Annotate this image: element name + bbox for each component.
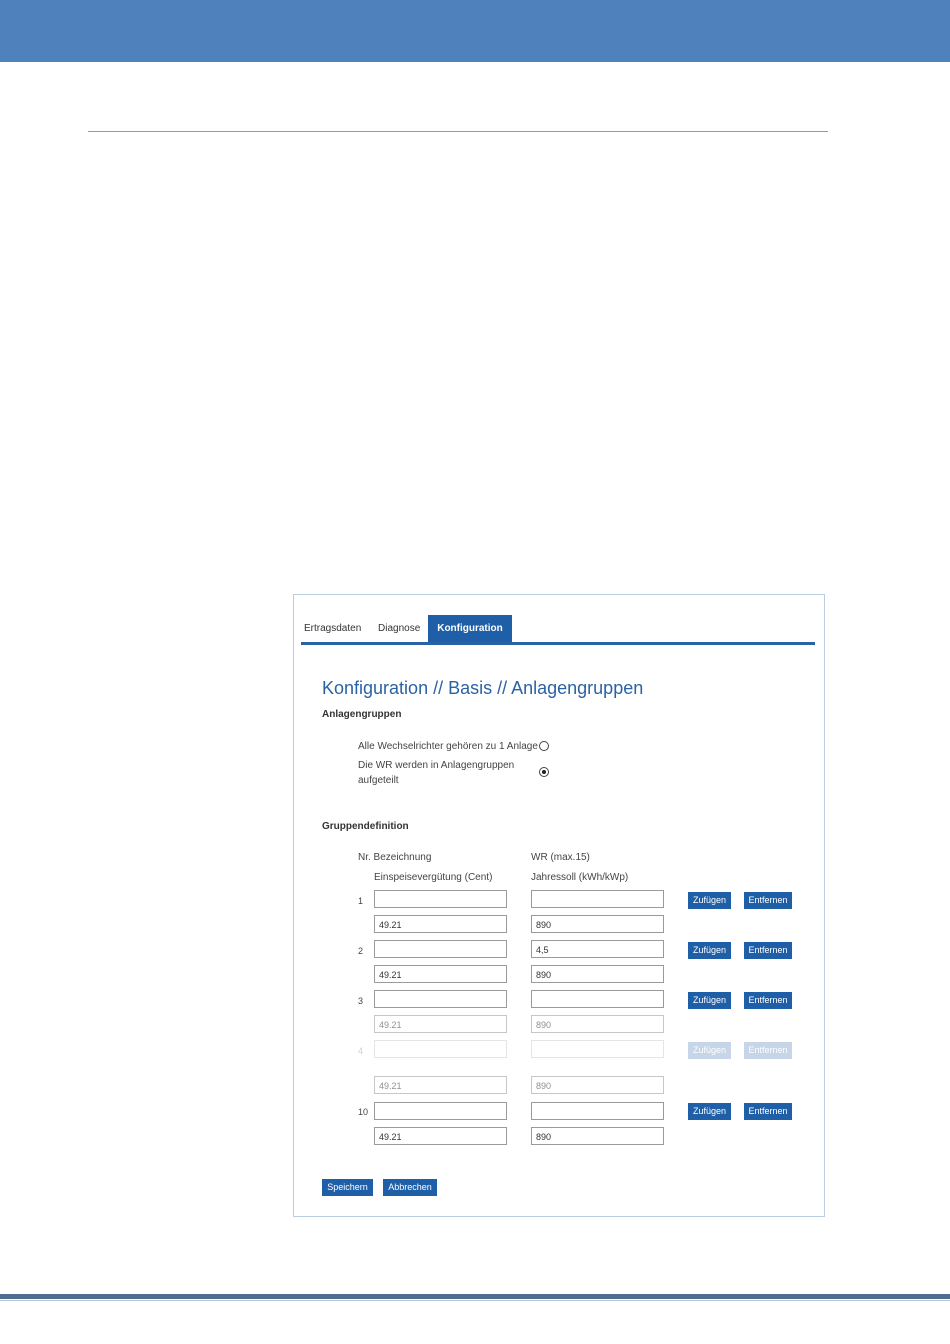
page-title: Konfiguration // Basis // Anlagengruppen — [322, 678, 644, 698]
add-button[interactable]: Zufügen — [688, 1042, 731, 1059]
screenshot-frame — [293, 594, 825, 1217]
bezeichnung-input[interactable] — [374, 890, 507, 908]
add-button[interactable]: Zufügen — [688, 942, 731, 959]
group-number: 1 — [358, 896, 364, 906]
group-number: 2 — [358, 946, 364, 956]
wr-input[interactable] — [531, 990, 664, 1008]
einspeise-input[interactable]: 49.21 — [374, 1127, 507, 1145]
einspeise-input[interactable]: 49.21 — [374, 915, 507, 933]
header-bar — [0, 0, 950, 62]
jahressoll-input[interactable]: 890 — [531, 1076, 664, 1094]
radio-label-one-plant: Alle Wechselrichter gehören zu 1 Anlage — [358, 741, 538, 752]
remove-button[interactable]: Entfernen — [744, 942, 792, 959]
jahressoll-input[interactable]: 890 — [531, 1127, 664, 1145]
group-number: 4 — [358, 1046, 364, 1056]
header-divider — [88, 131, 828, 132]
tab-diagnose[interactable]: Diagnose — [378, 623, 421, 634]
bezeichnung-input[interactable] — [374, 990, 507, 1008]
add-button[interactable]: Zufügen — [688, 892, 731, 909]
einspeise-input[interactable]: 49.21 — [374, 1076, 507, 1094]
save-button[interactable]: Speichern — [322, 1179, 373, 1196]
bezeichnung-input[interactable] — [374, 940, 507, 958]
remove-button[interactable]: Entfernen — [744, 1042, 792, 1059]
add-button[interactable]: Zufügen — [688, 1103, 731, 1120]
radio-one-plant[interactable] — [539, 741, 549, 751]
wr-input[interactable]: 4,5 — [531, 940, 664, 958]
jahressoll-input[interactable]: 890 — [531, 915, 664, 933]
remove-button[interactable]: Entfernen — [744, 1103, 792, 1120]
bezeichnung-input[interactable] — [374, 1040, 507, 1058]
radio-label-groups-line2: aufgeteilt — [358, 775, 399, 786]
footer-line — [0, 1300, 950, 1301]
wr-input[interactable] — [531, 890, 664, 908]
section-anlagengruppen: Anlagengruppen — [322, 709, 402, 720]
col-header-nr-bezeichnung: Nr. Bezeichnung — [358, 852, 432, 863]
radio-label-groups-line1: Die WR werden in Anlagengruppen — [358, 760, 515, 771]
radio-groups[interactable] — [539, 767, 549, 777]
group-number: 10 — [358, 1107, 369, 1117]
bezeichnung-input[interactable] — [374, 1102, 507, 1120]
add-button[interactable]: Zufügen — [688, 992, 731, 1009]
cancel-button[interactable]: Abbrechen — [383, 1179, 437, 1196]
footer-bar — [0, 1294, 950, 1299]
col-header-jahressoll: Jahressoll (kWh/kWp) — [531, 872, 629, 883]
col-header-wr: WR (max.15) — [531, 852, 590, 863]
section-gruppendefinition: Gruppendefinition — [322, 821, 409, 832]
wr-input[interactable] — [531, 1040, 664, 1058]
group-number: 3 — [358, 996, 364, 1006]
tab-ertragsdaten[interactable]: Ertragsdaten — [304, 623, 362, 634]
tab-bar — [301, 615, 815, 645]
wr-input[interactable] — [531, 1102, 664, 1120]
tab-konfiguration[interactable]: Konfiguration — [428, 615, 512, 642]
einspeise-input[interactable]: 49.21 — [374, 1015, 507, 1033]
jahressoll-input[interactable]: 890 — [531, 1015, 664, 1033]
remove-button[interactable]: Entfernen — [744, 992, 792, 1009]
einspeise-input[interactable]: 49.21 — [374, 965, 507, 983]
col-header-einspeise: Einspeisevergütung (Cent) — [374, 872, 493, 883]
jahressoll-input[interactable]: 890 — [531, 965, 664, 983]
remove-button[interactable]: Entfernen — [744, 892, 792, 909]
